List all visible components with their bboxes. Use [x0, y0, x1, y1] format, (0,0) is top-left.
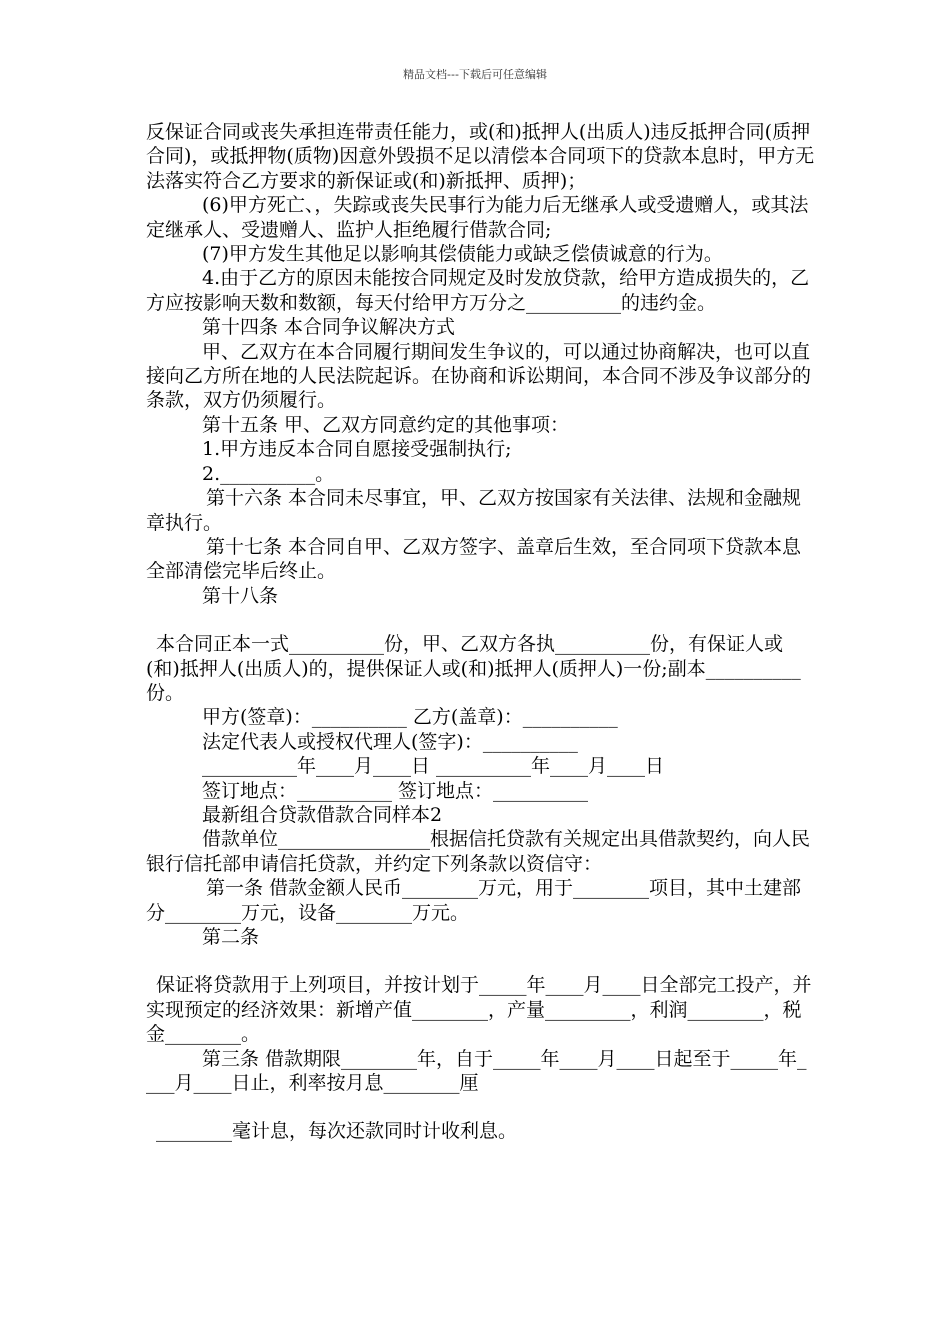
section-heading: 第十四条 本合同争议解决方式 — [202, 316, 456, 339]
signature-line: 甲方(签章)：__________ 乙方(盖章)：__________ — [202, 706, 618, 729]
paragraph: ________毫计息，每次还款同时计收利息。 — [156, 1120, 518, 1143]
paragraph: 反保证合同或丧失承担连带责任能力，或(和)抵押人(出质人)违反抵押合同(质押合同)，或抵押物(质物)因意外毁损不足以清偿本合同项下的贷款本息时，甲方无法落实符合乙方要求的新保证或(和)新抵押、质押)； — [146, 121, 815, 192]
signature-line: 法定代表人或授权代理人(签字)：__________ — [202, 730, 578, 753]
paragraph: 第十六条 本合同未尽事宜，甲、乙双方按国家有关法律、法规和金融规章执行。 — [146, 487, 802, 534]
blank-line — [146, 608, 816, 632]
page-header: 精品文档---下载后可任意编辑 — [403, 68, 547, 81]
paragraph: 第一条 借款金额人民币________万元，用于________项目，其中土建部分________万元，设备________万元。 — [146, 877, 802, 924]
location-line: 签订地点：__________ 签订地点：__________ — [202, 779, 589, 802]
paragraph: 保证将贷款用于上列项目，并按计划于_____年____月____日全部完工投产，并实现预定的经济效果：新增产值________，产量_________，利润________，税金________。 — [146, 974, 812, 1046]
paragraph: 甲、乙双方在本合同履行期间发生争议的，可以通过协商解决，也可以直接向乙方所在地的人民法院起诉。在协商和诉讼期间，本合同不涉及争议部分的条款，双方仍须履行。 — [146, 340, 812, 412]
section-heading: 第十八条 — [202, 584, 279, 607]
paragraph: 借款单位________________根据信托贷款有关规定出具借款契约，向人民银行信托部申请信托贷款，并约定下列条款以资信守： — [146, 828, 811, 875]
document-title: 最新组合贷款借款合同样本2 — [202, 803, 443, 826]
blank-line — [146, 1095, 816, 1119]
document-body — [146, 120, 816, 1144]
paragraph: (6)甲方死亡、，失踪或丧失民事行为能力后无继承人或受遗赠人，或其法定继承人、受遗赠人、监护人拒绝履行借款合同; — [146, 194, 809, 241]
blank-line — [146, 949, 816, 973]
paragraph: 4.由于乙方的原因未能按合同规定及时发放贷款，给甲方造成损失的，乙方应按影响天数和数额，每天付给甲方万分之__________的违约金。 — [146, 267, 810, 314]
paragraph: 第三条 借款期限________年，自于_____年____月____日起至于_____年____月____日止，利率按月息________厘 — [146, 1047, 807, 1095]
section-heading: 第二条 — [202, 926, 260, 948]
date-line: __________年____月____日 __________年____月____日 — [202, 755, 665, 778]
paragraph: 第十七条 本合同自甲、乙双方签字、盖章后生效，至合同项下贷款本息全部清偿完毕后终止。 — [146, 535, 802, 583]
paragraph: (7)甲方发生其他足以影响其偿债能力或缺乏偿债诚意的行为。 — [202, 243, 723, 266]
paragraph: 本合同正本一式__________份，甲、乙双方各执__________份，有保证人或(和)抵押人(出质人)的，提供保证人或(和)抵押人(质押人)一份;副本__________份。 — [146, 633, 801, 704]
section-heading: 第十五条 甲、乙双方同意约定的其他事项： — [202, 413, 570, 436]
paragraph: 2.__________。 — [202, 462, 335, 485]
paragraph: 1.甲方违反本合同自愿接受强制执行; — [202, 438, 512, 461]
